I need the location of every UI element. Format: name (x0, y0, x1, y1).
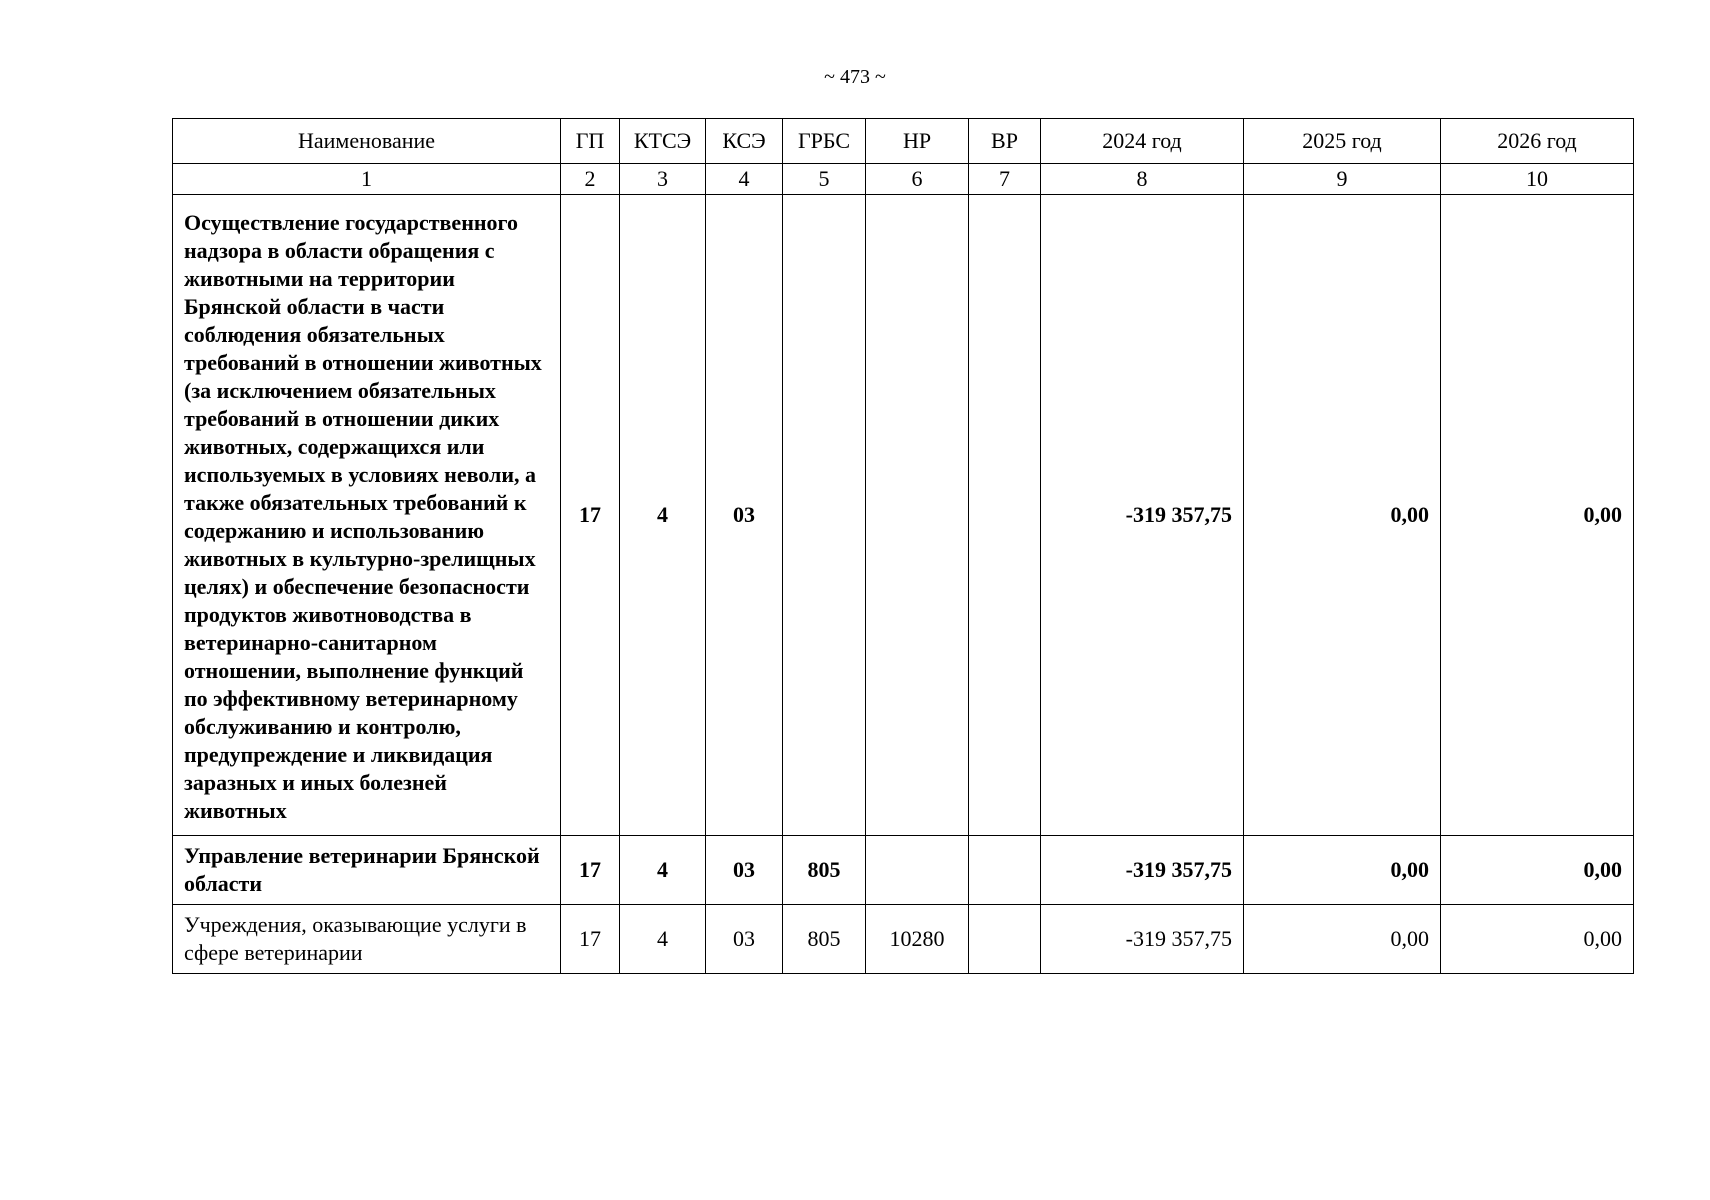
row-2025: 0,00 (1244, 195, 1441, 836)
table-row (173, 905, 1634, 974)
column-number-row (173, 164, 1634, 195)
row-2025: 0,00 (1244, 836, 1441, 905)
row-nr (866, 836, 969, 905)
row-name: Управление ветеринарии Брянской области (173, 836, 561, 905)
column-header-vr: ВР (969, 119, 1041, 164)
column-number: 2 (561, 164, 620, 195)
row-vr (969, 836, 1041, 905)
column-header-kse: КСЭ (706, 119, 783, 164)
header-row (173, 119, 1634, 164)
row-2026: 0,00 (1441, 836, 1634, 905)
row-2024: -319 357,75 (1041, 836, 1244, 905)
column-header-nr: НР (866, 119, 969, 164)
column-number: 3 (620, 164, 706, 195)
row-2026: 0,00 (1441, 905, 1634, 974)
row-name: Учреждения, оказывающие услуги в сфере ветеринарии (173, 905, 561, 974)
table-row (173, 836, 1634, 905)
row-2026: 0,00 (1441, 195, 1634, 836)
row-vr (969, 195, 1041, 836)
row-ktse: 4 (620, 836, 706, 905)
column-number: 4 (706, 164, 783, 195)
row-gp: 17 (561, 836, 620, 905)
row-name: Осуществление государственного надзора в области обращения с животными на территории Брянской области в части соблюдения обязательных требований в отношении животных (за исключением обязательных требований в отношении диких животных, содержащихся или используемых в условиях неволи, а также обязательных требований к содержанию и использованию животных в культурно-зрелищных целях) и обеспечение безопасности продуктов животноводства в ветеринарно-санитарном отношении, выполнение функций по эффективному ветеринарному обслуживанию и контролю, предупреждение и ликвидация заразных и иных болезней животных (173, 195, 561, 836)
row-grbs: 805 (783, 836, 866, 905)
row-kse: 03 (706, 195, 783, 836)
row-nr: 10280 (866, 905, 969, 974)
page-number: ~ 473 ~ (824, 66, 886, 88)
row-grbs: 805 (783, 905, 866, 974)
row-gp: 17 (561, 905, 620, 974)
column-header-ktse: КТСЭ (620, 119, 706, 164)
column-header-grbs: ГРБС (783, 119, 866, 164)
row-gp: 17 (561, 195, 620, 836)
column-header-2026: 2026 год (1441, 119, 1634, 164)
row-2024: -319 357,75 (1041, 195, 1244, 836)
column-number: 6 (866, 164, 969, 195)
column-header-2025: 2025 год (1244, 119, 1441, 164)
row-grbs (783, 195, 866, 836)
column-number: 7 (969, 164, 1041, 195)
column-number: 1 (173, 164, 561, 195)
row-nr (866, 195, 969, 836)
row-ktse: 4 (620, 195, 706, 836)
column-number: 5 (783, 164, 866, 195)
column-header-gp: ГП (561, 119, 620, 164)
row-vr (969, 905, 1041, 974)
row-2025: 0,00 (1244, 905, 1441, 974)
column-number: 9 (1244, 164, 1441, 195)
row-2024: -319 357,75 (1041, 905, 1244, 974)
column-header-name: Наименование (173, 119, 561, 164)
budget-table (172, 118, 1634, 974)
table-row (173, 195, 1634, 836)
row-kse: 03 (706, 836, 783, 905)
row-ktse: 4 (620, 905, 706, 974)
column-header-2024: 2024 год (1041, 119, 1244, 164)
row-kse: 03 (706, 905, 783, 974)
column-number: 8 (1041, 164, 1244, 195)
column-number: 10 (1441, 164, 1634, 195)
